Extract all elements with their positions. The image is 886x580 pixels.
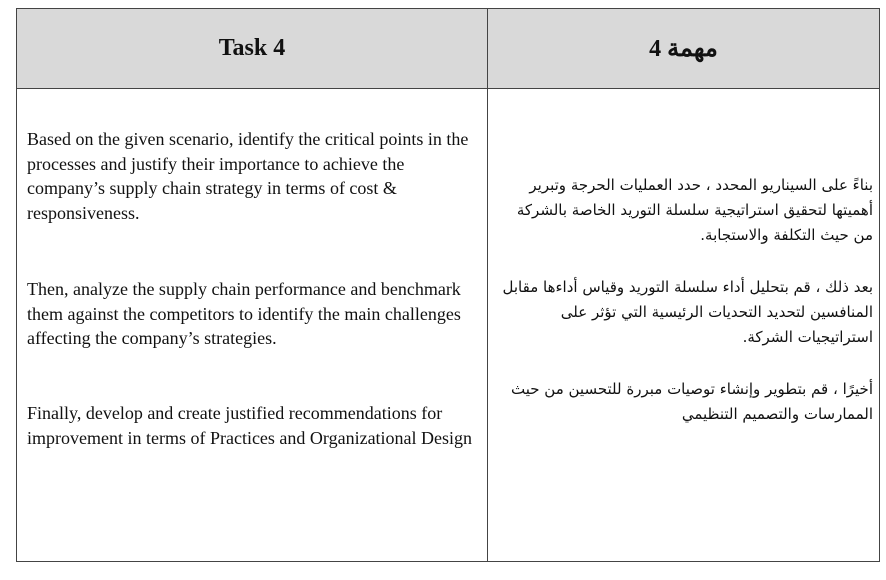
task-table xyxy=(16,8,880,562)
english-paragraph-1: Based on the given scenario, identify the critical points in the processes and justify their importance to achieve the company’s supply chain strategy in terms of cost & responsiveness. xyxy=(27,129,469,223)
english-paragraph-2: Then, analyze the supply chain performance and benchmark them against the competitors to identify the main challenges affecting the company’s strategies. xyxy=(27,279,461,348)
arabic-paragraph-1: بناءً على السيناريو المحدد ، حدد العمليات الحرجة وتبرير أهميتها لتحقيق استراتيجية سلسلة التوريد الخاصة بالشركة من حيث التكلفة والاستجابة. xyxy=(516,176,873,244)
task-title-arabic: مهمة 4 xyxy=(649,36,718,62)
arabic-paragraph-2: بعد ذلك ، قم بتحليل أداء سلسلة التوريد وقياس أداءها مقابل المنافسين لتحديد التحديات الرئيسية التي تؤثر على استراتيجيات الشركة. xyxy=(502,278,873,346)
english-paragraph-3: Finally, develop and create justified recommendations for improvement in terms of Practices and Organizational Design xyxy=(27,403,473,448)
table-header-row xyxy=(17,9,879,89)
column-divider xyxy=(487,9,488,561)
arabic-paragraph-3: أخيرًا ، قم بتطوير وإنشاء توصيات مبررة للتحسين من حيث الممارسات والتصميم التنظيمي xyxy=(511,380,873,423)
task-title-english: Task 4 xyxy=(218,35,286,61)
